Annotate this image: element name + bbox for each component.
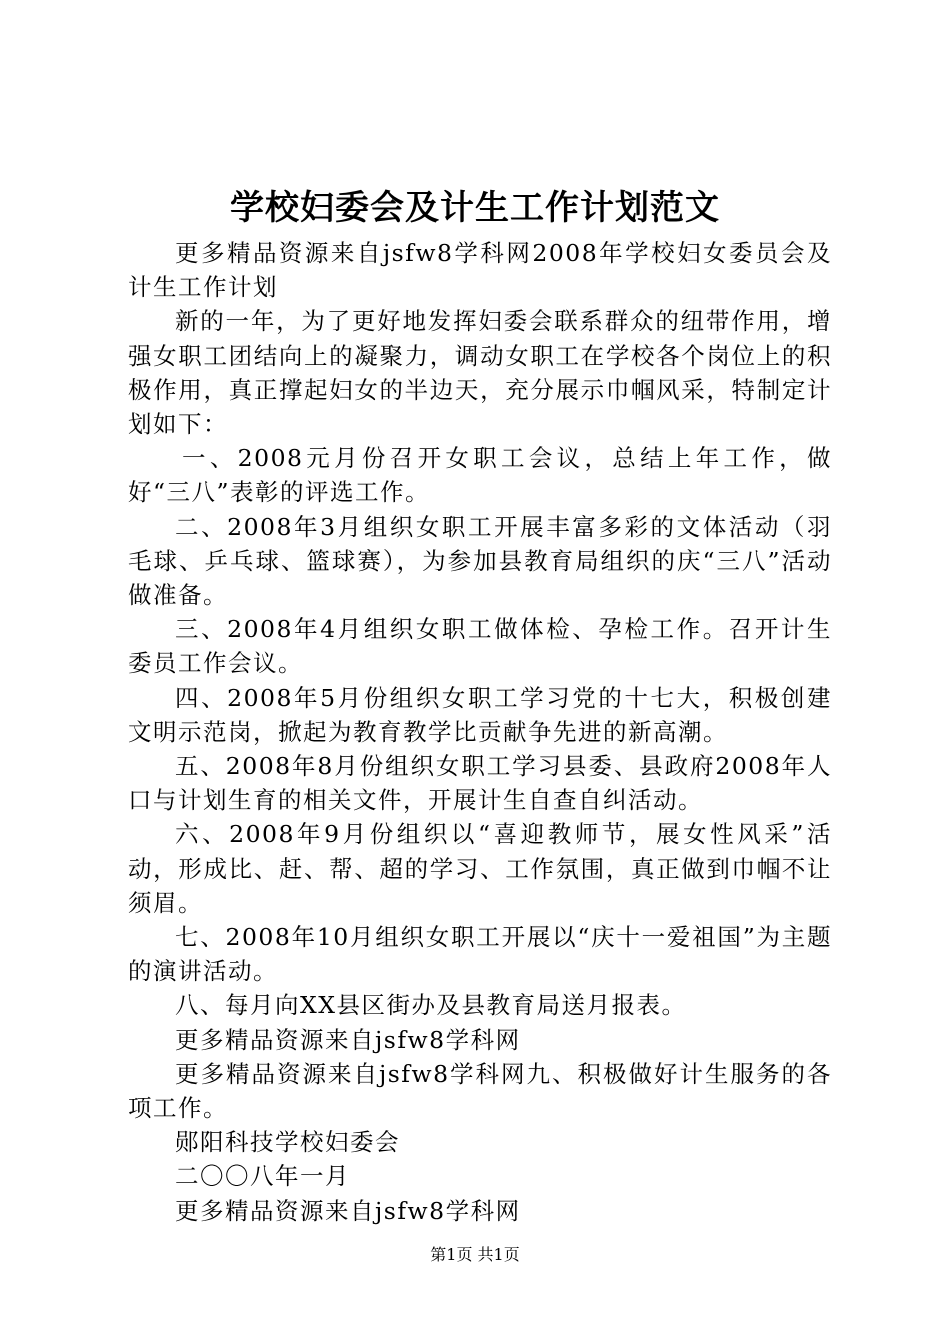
paragraph-preface: 新的一年，为了更好地发挥妇委会联系群众的纽带作用，增强女职工团结向上的凝聚力，调动女职工在学校各个岗位上的积极作用，真正撑起妇女的半边天，充分展示巾帼风采，特制定计划如下：: [128, 307, 832, 439]
paragraph-item-5: 五、2008年8月份组织女职工学习县委、县政府2008年人口与计划生育的相关文件，开展计生自查自纠活动。: [128, 752, 832, 815]
paragraph-item-8: 八、每月向XX县区街办及县教育局送月报表。: [175, 991, 687, 1020]
paragraph-item-2: 二、2008年3月组织女职工开展丰富多彩的文体活动（羽毛球、乒乓球、篮球赛），为参加县教育局组织的庆“三八”活动做准备。: [128, 512, 832, 610]
signature-organization: 郧阳科技学校妇委会: [175, 1128, 400, 1157]
paragraph-item-1: 一、2008元月份召开女职工会议，总结上年工作，做好“三八”表彰的评选工作。: [128, 444, 832, 507]
paragraph-item-3: 三、2008年4月组织女职工做体检、孕检工作。召开计生委员工作会议。: [128, 615, 832, 678]
document-body: [128, 236, 832, 1228]
paragraph-source-intro: 更多精品资源来自jsfw8学科网2008年学校妇女委员会及计生工作计划: [128, 239, 832, 302]
paragraph-item-7: 七、2008年10月组织女职工开展以“庆十一爱祖国”为主题的演讲活动。: [128, 923, 832, 986]
page-number: 第1页 共1页: [430, 1245, 520, 1264]
paragraph-item-4: 四、2008年5月份组织女职工学习党的十七大，积极创建文明示范岗，掀起为教育教学比贡献争先进的新高潮。: [128, 683, 832, 746]
paragraph-source-note: 更多精品资源来自jsfw8学科网: [175, 1025, 521, 1054]
paragraph-source-footer: 更多精品资源来自jsfw8学科网: [175, 1196, 521, 1225]
document-title: 学校妇委会及计生工作计划范文: [230, 188, 720, 228]
signature-date: 二〇〇八年一月: [175, 1162, 350, 1191]
paragraph-item-6: 六、2008年9月份组织以“喜迎教师节，展女性风采”活动，形成比、赶、帮、超的学习、工作氛围，真正做到巾帼不让须眉。: [128, 820, 832, 917]
paragraph-item-9: 更多精品资源来自jsfw8学科网九、积极做好计生服务的各项工作。: [128, 1059, 832, 1123]
